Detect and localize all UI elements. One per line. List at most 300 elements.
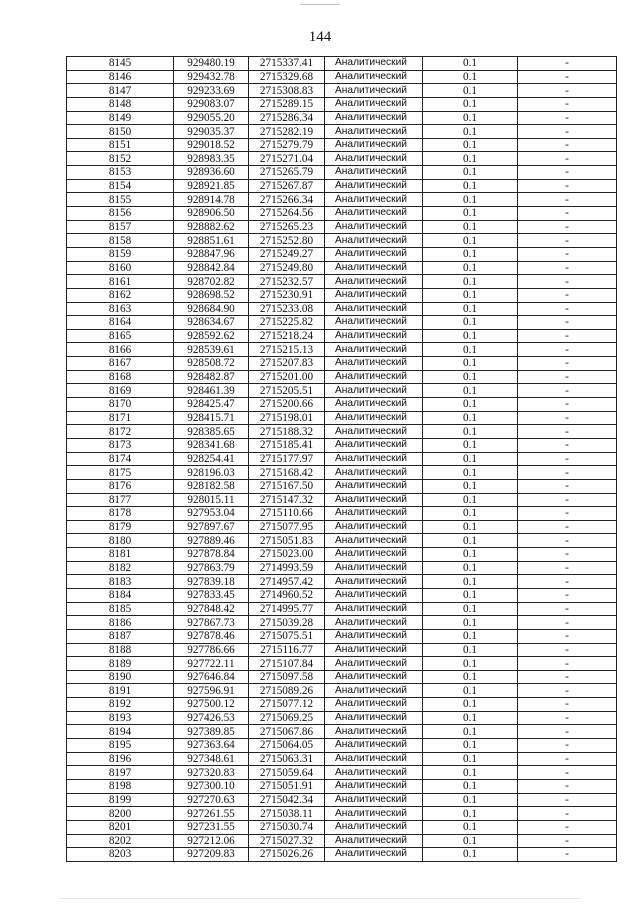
point-number-cell: 8166: [67, 343, 174, 357]
note-cell: -: [518, 657, 617, 671]
table-row: [67, 548, 617, 562]
point-number-cell: 8170: [67, 398, 174, 412]
note-cell: -: [518, 166, 617, 180]
x-coordinate-cell: 927863.79: [174, 561, 249, 575]
point-number-cell: 8203: [67, 848, 174, 862]
y-coordinate-cell: 2715215.13: [249, 343, 325, 357]
accuracy-cell: 0.1: [423, 793, 518, 807]
y-coordinate-cell: 2715266.34: [249, 193, 325, 207]
x-coordinate-cell: 929083.07: [174, 97, 249, 111]
point-number-cell: 8146: [67, 70, 174, 84]
note-cell: -: [518, 302, 617, 316]
table-row: [67, 398, 617, 412]
y-coordinate-cell: 2715059.64: [249, 766, 325, 780]
method-cell: Аналитический: [325, 779, 423, 793]
point-number-cell: 8172: [67, 425, 174, 439]
accuracy-cell: 0.1: [423, 261, 518, 275]
point-number-cell: 8189: [67, 657, 174, 671]
table-row: [67, 70, 617, 84]
table-row: [67, 207, 617, 221]
accuracy-cell: 0.1: [423, 507, 518, 521]
table-row: [67, 561, 617, 575]
method-cell: Аналитический: [325, 84, 423, 98]
table-row: [67, 779, 617, 793]
note-cell: -: [518, 479, 617, 493]
coordinates-table-body: [67, 57, 617, 862]
point-number-cell: 8179: [67, 520, 174, 534]
method-cell: Аналитический: [325, 370, 423, 384]
y-coordinate-cell: 2715185.41: [249, 438, 325, 452]
x-coordinate-cell: 927889.46: [174, 534, 249, 548]
point-number-cell: 8185: [67, 602, 174, 616]
accuracy-cell: 0.1: [423, 588, 518, 602]
accuracy-cell: 0.1: [423, 207, 518, 221]
y-coordinate-cell: 2715107.84: [249, 657, 325, 671]
note-cell: -: [518, 602, 617, 616]
y-coordinate-cell: 2715077.12: [249, 698, 325, 712]
point-number-cell: 8162: [67, 288, 174, 302]
method-cell: Аналитический: [325, 179, 423, 193]
note-cell: -: [518, 316, 617, 330]
y-coordinate-cell: 2715249.80: [249, 261, 325, 275]
accuracy-cell: 0.1: [423, 70, 518, 84]
point-number-cell: 8181: [67, 548, 174, 562]
y-coordinate-cell: 2715069.25: [249, 711, 325, 725]
method-cell: Аналитический: [325, 70, 423, 84]
x-coordinate-cell: 928415.71: [174, 411, 249, 425]
accuracy-cell: 0.1: [423, 411, 518, 425]
table-row: [67, 725, 617, 739]
note-cell: -: [518, 629, 617, 643]
table-row: [67, 247, 617, 261]
x-coordinate-cell: 929480.19: [174, 57, 249, 71]
note-cell: -: [518, 179, 617, 193]
note-cell: -: [518, 643, 617, 657]
note-cell: -: [518, 357, 617, 371]
method-cell: Аналитический: [325, 711, 423, 725]
x-coordinate-cell: 929055.20: [174, 111, 249, 125]
point-number-cell: 8160: [67, 261, 174, 275]
note-cell: -: [518, 152, 617, 166]
method-cell: Аналитический: [325, 357, 423, 371]
x-coordinate-cell: 928482.87: [174, 370, 249, 384]
point-number-cell: 8199: [67, 793, 174, 807]
note-cell: -: [518, 507, 617, 521]
accuracy-cell: 0.1: [423, 629, 518, 643]
note-cell: -: [518, 138, 617, 152]
method-cell: Аналитический: [325, 807, 423, 821]
point-number-cell: 8188: [67, 643, 174, 657]
table-row: [67, 179, 617, 193]
accuracy-cell: 0.1: [423, 466, 518, 480]
method-cell: Аналитический: [325, 752, 423, 766]
table-row: [67, 507, 617, 521]
method-cell: Аналитический: [325, 57, 423, 71]
x-coordinate-cell: 928906.50: [174, 207, 249, 221]
point-number-cell: 8163: [67, 302, 174, 316]
accuracy-cell: 0.1: [423, 848, 518, 862]
y-coordinate-cell: 2715286.34: [249, 111, 325, 125]
x-coordinate-cell: 927646.84: [174, 670, 249, 684]
y-coordinate-cell: 2715188.32: [249, 425, 325, 439]
y-coordinate-cell: 2714957.42: [249, 575, 325, 589]
table-row: [67, 616, 617, 630]
method-cell: Аналитический: [325, 684, 423, 698]
point-number-cell: 8152: [67, 152, 174, 166]
table-row: [67, 848, 617, 862]
y-coordinate-cell: 2715063.31: [249, 752, 325, 766]
table-row: [67, 520, 617, 534]
note-cell: -: [518, 234, 617, 248]
accuracy-cell: 0.1: [423, 534, 518, 548]
note-cell: -: [518, 466, 617, 480]
y-coordinate-cell: 2715026.26: [249, 848, 325, 862]
table-row: [67, 820, 617, 834]
point-number-cell: 8153: [67, 166, 174, 180]
point-number-cell: 8168: [67, 370, 174, 384]
table-row: [67, 698, 617, 712]
point-number-cell: 8157: [67, 220, 174, 234]
method-cell: Аналитический: [325, 848, 423, 862]
accuracy-cell: 0.1: [423, 329, 518, 343]
y-coordinate-cell: 2715329.68: [249, 70, 325, 84]
x-coordinate-cell: 928882.62: [174, 220, 249, 234]
note-cell: -: [518, 288, 617, 302]
table-row: [67, 166, 617, 180]
method-cell: Аналитический: [325, 193, 423, 207]
y-coordinate-cell: 2715075.51: [249, 629, 325, 643]
method-cell: Аналитический: [325, 657, 423, 671]
note-cell: -: [518, 670, 617, 684]
note-cell: -: [518, 725, 617, 739]
note-cell: -: [518, 548, 617, 562]
method-cell: Аналитический: [325, 138, 423, 152]
method-cell: Аналитический: [325, 316, 423, 330]
y-coordinate-cell: 2715308.83: [249, 84, 325, 98]
x-coordinate-cell: 927389.85: [174, 725, 249, 739]
y-coordinate-cell: 2715177.97: [249, 452, 325, 466]
y-coordinate-cell: 2715252.80: [249, 234, 325, 248]
point-number-cell: 8145: [67, 57, 174, 71]
method-cell: Аналитический: [325, 125, 423, 139]
point-number-cell: 8183: [67, 575, 174, 589]
accuracy-cell: 0.1: [423, 370, 518, 384]
y-coordinate-cell: 2715289.15: [249, 97, 325, 111]
point-number-cell: 8194: [67, 725, 174, 739]
x-coordinate-cell: 928015.11: [174, 493, 249, 507]
table-row: [67, 493, 617, 507]
y-coordinate-cell: 2715077.95: [249, 520, 325, 534]
x-coordinate-cell: 927953.04: [174, 507, 249, 521]
accuracy-cell: 0.1: [423, 779, 518, 793]
note-cell: -: [518, 384, 617, 398]
note-cell: -: [518, 684, 617, 698]
x-coordinate-cell: 928182.58: [174, 479, 249, 493]
method-cell: Аналитический: [325, 643, 423, 657]
table-row: [67, 588, 617, 602]
method-cell: Аналитический: [325, 166, 423, 180]
point-number-cell: 8169: [67, 384, 174, 398]
x-coordinate-cell: 927878.46: [174, 629, 249, 643]
y-coordinate-cell: 2715097.58: [249, 670, 325, 684]
table-row: [67, 316, 617, 330]
method-cell: Аналитический: [325, 493, 423, 507]
method-cell: Аналитический: [325, 793, 423, 807]
point-number-cell: 8148: [67, 97, 174, 111]
table-row: [67, 602, 617, 616]
table-row: [67, 261, 617, 275]
accuracy-cell: 0.1: [423, 398, 518, 412]
accuracy-cell: 0.1: [423, 166, 518, 180]
accuracy-cell: 0.1: [423, 316, 518, 330]
y-coordinate-cell: 2715198.01: [249, 411, 325, 425]
y-coordinate-cell: 2715051.83: [249, 534, 325, 548]
method-cell: Аналитический: [325, 520, 423, 534]
y-coordinate-cell: 2715265.23: [249, 220, 325, 234]
point-number-cell: 8154: [67, 179, 174, 193]
x-coordinate-cell: 928921.85: [174, 179, 249, 193]
accuracy-cell: 0.1: [423, 725, 518, 739]
x-coordinate-cell: 928385.65: [174, 425, 249, 439]
note-cell: -: [518, 193, 617, 207]
accuracy-cell: 0.1: [423, 820, 518, 834]
method-cell: Аналитический: [325, 329, 423, 343]
note-cell: -: [518, 125, 617, 139]
accuracy-cell: 0.1: [423, 657, 518, 671]
accuracy-cell: 0.1: [423, 193, 518, 207]
accuracy-cell: 0.1: [423, 179, 518, 193]
x-coordinate-cell: 927320.83: [174, 766, 249, 780]
x-coordinate-cell: 927596.91: [174, 684, 249, 698]
accuracy-cell: 0.1: [423, 247, 518, 261]
note-cell: -: [518, 807, 617, 821]
accuracy-cell: 0.1: [423, 520, 518, 534]
y-coordinate-cell: 2715200.66: [249, 398, 325, 412]
coordinates-table: [66, 56, 617, 862]
note-cell: -: [518, 438, 617, 452]
x-coordinate-cell: 928698.52: [174, 288, 249, 302]
accuracy-cell: 0.1: [423, 752, 518, 766]
point-number-cell: 8150: [67, 125, 174, 139]
y-coordinate-cell: 2715265.79: [249, 166, 325, 180]
table-row: [67, 275, 617, 289]
y-coordinate-cell: 2715116.77: [249, 643, 325, 657]
accuracy-cell: 0.1: [423, 684, 518, 698]
accuracy-cell: 0.1: [423, 739, 518, 753]
note-cell: -: [518, 247, 617, 261]
point-number-cell: 8173: [67, 438, 174, 452]
x-coordinate-cell: 927839.18: [174, 575, 249, 589]
x-coordinate-cell: 927231.55: [174, 820, 249, 834]
note-cell: -: [518, 752, 617, 766]
accuracy-cell: 0.1: [423, 234, 518, 248]
accuracy-cell: 0.1: [423, 425, 518, 439]
table-row: [67, 534, 617, 548]
x-coordinate-cell: 928684.90: [174, 302, 249, 316]
y-coordinate-cell: 2715089.26: [249, 684, 325, 698]
point-number-cell: 8186: [67, 616, 174, 630]
x-coordinate-cell: 928254.41: [174, 452, 249, 466]
note-cell: -: [518, 411, 617, 425]
table-row: [67, 766, 617, 780]
x-coordinate-cell: 927270.63: [174, 793, 249, 807]
table-row: [67, 711, 617, 725]
point-number-cell: 8158: [67, 234, 174, 248]
method-cell: Аналитический: [325, 766, 423, 780]
note-cell: -: [518, 261, 617, 275]
accuracy-cell: 0.1: [423, 97, 518, 111]
table-row: [67, 152, 617, 166]
table-row: [67, 684, 617, 698]
method-cell: Аналитический: [325, 425, 423, 439]
table-row: [67, 125, 617, 139]
x-coordinate-cell: 928983.35: [174, 152, 249, 166]
note-cell: -: [518, 711, 617, 725]
accuracy-cell: 0.1: [423, 288, 518, 302]
y-coordinate-cell: 2715264.56: [249, 207, 325, 221]
point-number-cell: 8195: [67, 739, 174, 753]
note-cell: -: [518, 97, 617, 111]
note-cell: -: [518, 588, 617, 602]
point-number-cell: 8184: [67, 588, 174, 602]
point-number-cell: 8149: [67, 111, 174, 125]
y-coordinate-cell: 2715230.91: [249, 288, 325, 302]
accuracy-cell: 0.1: [423, 575, 518, 589]
y-coordinate-cell: 2714995.77: [249, 602, 325, 616]
y-coordinate-cell: 2715205.51: [249, 384, 325, 398]
method-cell: Аналитический: [325, 739, 423, 753]
y-coordinate-cell: 2715067.86: [249, 725, 325, 739]
point-number-cell: 8151: [67, 138, 174, 152]
y-coordinate-cell: 2715147.32: [249, 493, 325, 507]
table-row: [67, 97, 617, 111]
x-coordinate-cell: 928508.72: [174, 357, 249, 371]
note-cell: -: [518, 848, 617, 862]
x-coordinate-cell: 928914.78: [174, 193, 249, 207]
method-cell: Аналитический: [325, 288, 423, 302]
accuracy-cell: 0.1: [423, 670, 518, 684]
table-row: [67, 575, 617, 589]
note-cell: -: [518, 793, 617, 807]
method-cell: Аналитический: [325, 725, 423, 739]
y-coordinate-cell: 2715267.87: [249, 179, 325, 193]
x-coordinate-cell: 927426.53: [174, 711, 249, 725]
method-cell: Аналитический: [325, 384, 423, 398]
accuracy-cell: 0.1: [423, 602, 518, 616]
method-cell: Аналитический: [325, 561, 423, 575]
y-coordinate-cell: 2715232.57: [249, 275, 325, 289]
x-coordinate-cell: 928461.39: [174, 384, 249, 398]
accuracy-cell: 0.1: [423, 698, 518, 712]
y-coordinate-cell: 2715337.41: [249, 57, 325, 71]
point-number-cell: 8197: [67, 766, 174, 780]
note-cell: -: [518, 452, 617, 466]
table-row: [67, 111, 617, 125]
x-coordinate-cell: 927500.12: [174, 698, 249, 712]
y-coordinate-cell: 2715201.00: [249, 370, 325, 384]
method-cell: Аналитический: [325, 234, 423, 248]
note-cell: -: [518, 111, 617, 125]
y-coordinate-cell: 2715039.28: [249, 616, 325, 630]
x-coordinate-cell: 928539.61: [174, 343, 249, 357]
x-coordinate-cell: 929432.78: [174, 70, 249, 84]
table-row: [67, 193, 617, 207]
x-coordinate-cell: 927209.83: [174, 848, 249, 862]
x-coordinate-cell: 928341.68: [174, 438, 249, 452]
table-row: [67, 288, 617, 302]
note-cell: -: [518, 343, 617, 357]
point-number-cell: 8193: [67, 711, 174, 725]
accuracy-cell: 0.1: [423, 275, 518, 289]
point-number-cell: 8155: [67, 193, 174, 207]
x-coordinate-cell: 928847.96: [174, 247, 249, 261]
method-cell: Аналитический: [325, 275, 423, 289]
table-row: [67, 834, 617, 848]
point-number-cell: 8202: [67, 834, 174, 848]
x-coordinate-cell: 927878.84: [174, 548, 249, 562]
table-row: [67, 84, 617, 98]
point-number-cell: 8171: [67, 411, 174, 425]
table-row: [67, 343, 617, 357]
point-number-cell: 8147: [67, 84, 174, 98]
y-coordinate-cell: 2715249.27: [249, 247, 325, 261]
y-coordinate-cell: 2715027.32: [249, 834, 325, 848]
method-cell: Аналитический: [325, 220, 423, 234]
method-cell: Аналитический: [325, 548, 423, 562]
x-coordinate-cell: 927867.73: [174, 616, 249, 630]
table-row: [67, 629, 617, 643]
y-coordinate-cell: 2715207.83: [249, 357, 325, 371]
method-cell: Аналитический: [325, 438, 423, 452]
accuracy-cell: 0.1: [423, 57, 518, 71]
method-cell: Аналитический: [325, 247, 423, 261]
table-row: [67, 643, 617, 657]
point-number-cell: 8178: [67, 507, 174, 521]
y-coordinate-cell: 2715271.04: [249, 152, 325, 166]
y-coordinate-cell: 2715218.24: [249, 329, 325, 343]
note-cell: -: [518, 329, 617, 343]
y-coordinate-cell: 2715225.82: [249, 316, 325, 330]
x-coordinate-cell: 927722.11: [174, 657, 249, 671]
y-coordinate-cell: 2715064.05: [249, 739, 325, 753]
method-cell: Аналитический: [325, 602, 423, 616]
method-cell: Аналитический: [325, 207, 423, 221]
table-row: [67, 425, 617, 439]
accuracy-cell: 0.1: [423, 643, 518, 657]
point-number-cell: 8177: [67, 493, 174, 507]
y-coordinate-cell: 2715282.19: [249, 125, 325, 139]
note-cell: -: [518, 493, 617, 507]
x-coordinate-cell: 929233.69: [174, 84, 249, 98]
accuracy-cell: 0.1: [423, 452, 518, 466]
method-cell: Аналитический: [325, 534, 423, 548]
method-cell: Аналитический: [325, 398, 423, 412]
method-cell: Аналитический: [325, 820, 423, 834]
table-row: [67, 452, 617, 466]
x-coordinate-cell: 927786.66: [174, 643, 249, 657]
scan-artifact-top: [300, 4, 340, 5]
table-row: [67, 670, 617, 684]
point-number-cell: 8165: [67, 329, 174, 343]
table-row: [67, 793, 617, 807]
scan-artifact-bottom: [60, 898, 580, 899]
method-cell: Аналитический: [325, 97, 423, 111]
table-row: [67, 234, 617, 248]
method-cell: Аналитический: [325, 698, 423, 712]
accuracy-cell: 0.1: [423, 343, 518, 357]
y-coordinate-cell: 2715279.79: [249, 138, 325, 152]
table-row: [67, 370, 617, 384]
